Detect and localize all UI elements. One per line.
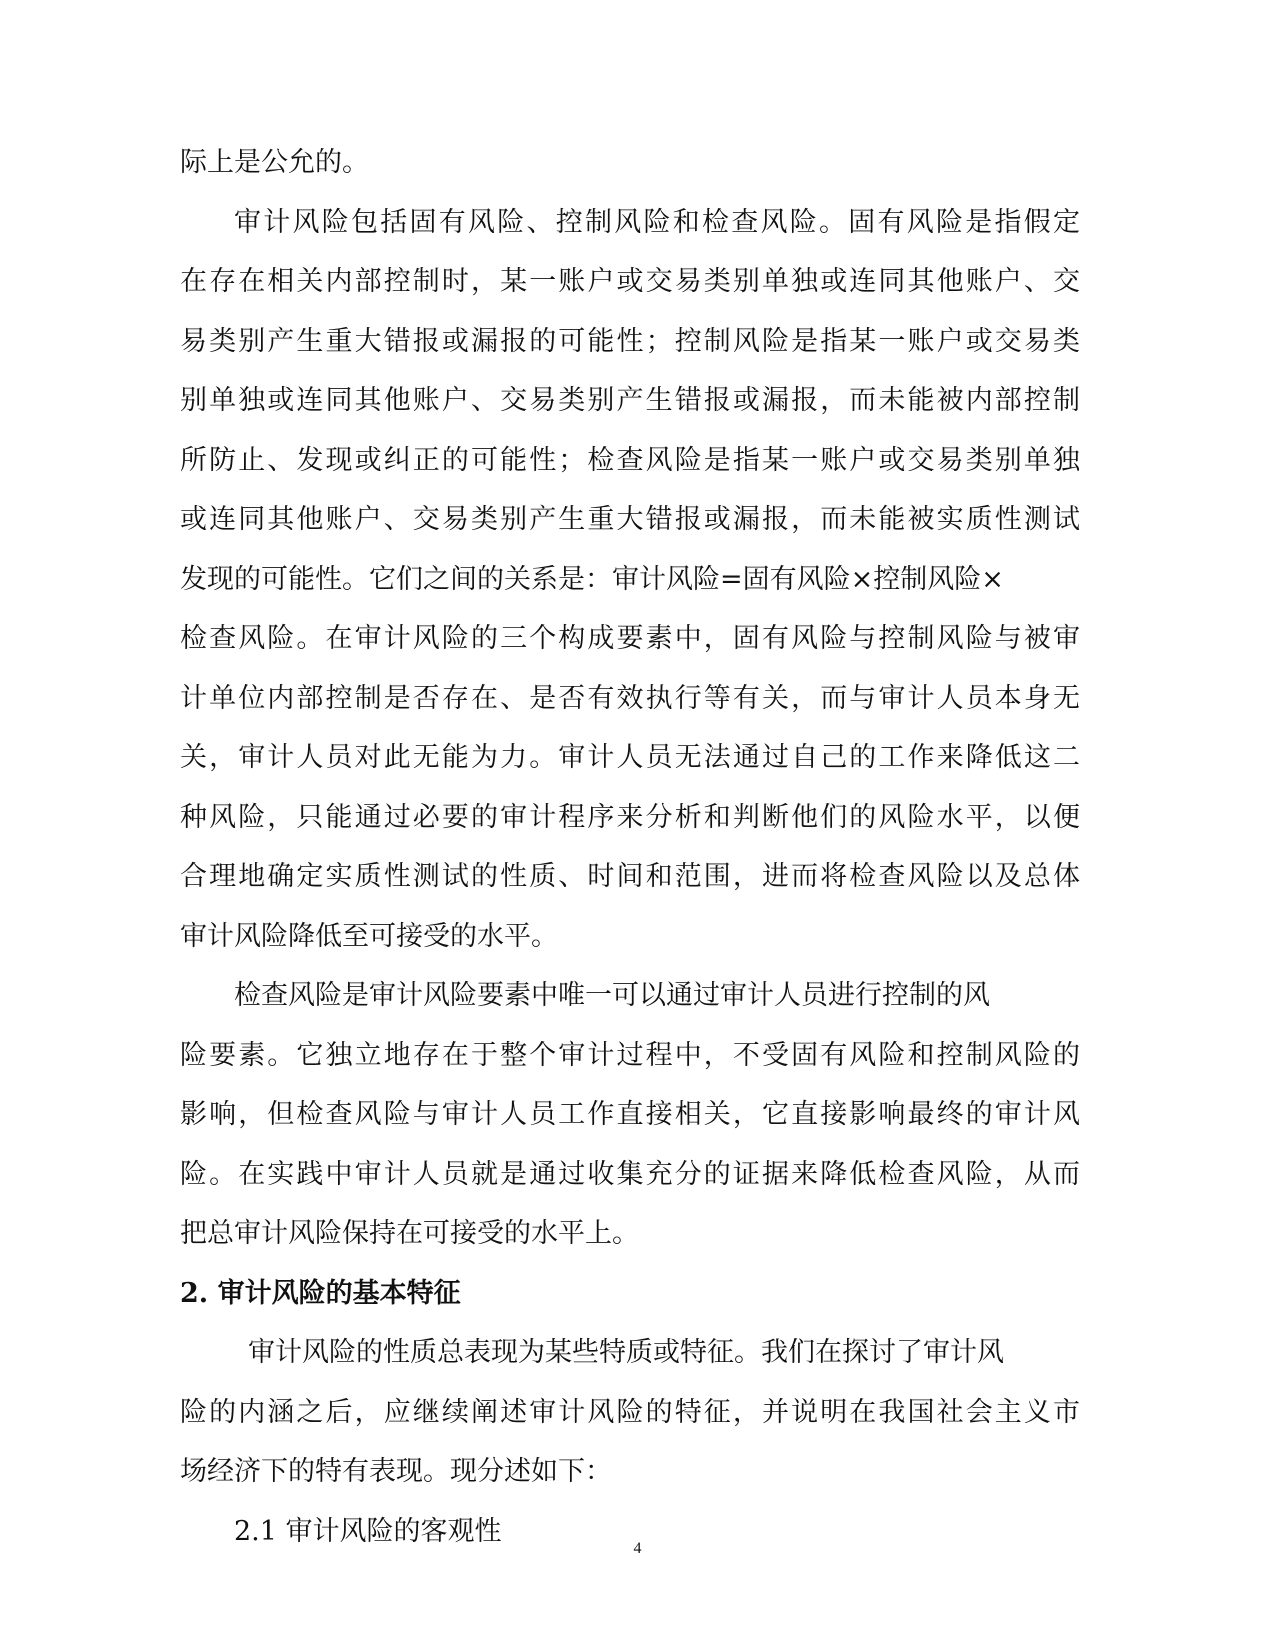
- text-line: 所防止、发现或纠正的可能性；检查风险是指某一账户或交易类别单独: [180, 444, 1080, 476]
- text-line: 际上是公允的。: [180, 147, 369, 178]
- text-line: 易类别产生重大错报或漏报的可能性；控制风险是指某一账户或交易类: [180, 325, 1080, 357]
- text-line: 险。在实践中审计人员就是通过收集充分的证据来降低检查风险，从而: [180, 1158, 1080, 1190]
- text-line: 种风险，只能通过必要的审计程序来分析和判断他们的风险水平，以便: [180, 801, 1080, 833]
- text-line: 计单位内部控制是否存在、是否有效执行等有关，而与审计人员本身无: [180, 682, 1080, 714]
- text-line: 发现的可能性。它们之间的关系是：审计风险=固有风险×控制风险×: [180, 563, 1004, 595]
- text-line: 关，审计人员对此无能为力。审计人员无法通过自己的工作来降低这二: [180, 742, 1080, 773]
- text-line: 险要素。它独立地存在于整个审计过程中，不受固有风险和控制风险的: [180, 1039, 1080, 1071]
- subsection-heading: 2.1 审计风险的客观性: [234, 1515, 502, 1547]
- text-line: 检查风险。在审计风险的三个构成要素中，固有风险与控制风险与被审: [180, 623, 1080, 654]
- text-line: 把总审计风险保持在可接受的水平上。: [180, 1218, 639, 1249]
- section-heading: 2. 审计风险的基本特征: [180, 1277, 461, 1309]
- text-line: 险的内涵之后，应继续阐述审计风险的特征，并说明在我国社会主义市: [180, 1396, 1080, 1428]
- text-line: 别单独或连同其他账户、交易类别产生错报或漏报，而未能被内部控制: [180, 385, 1080, 416]
- text-line: 或连同其他账户、交易类别产生重大错报或漏报，而未能被实质性测试: [180, 504, 1080, 535]
- text-line: 审计风险的性质总表现为某些特质或特征。我们在探讨了审计风: [248, 1337, 1004, 1368]
- text-line: 检查风险是审计风险要素中唯一可以通过审计人员进行控制的风: [234, 980, 990, 1011]
- text-line: 影响，但检查风险与审计人员工作直接相关，它直接影响最终的审计风: [180, 1099, 1080, 1130]
- text-line: 审计风险降低至可接受的水平。: [180, 920, 558, 952]
- text-line: 在存在相关内部控制时，某一账户或交易类别单独或连同其他账户、交: [180, 266, 1080, 297]
- text-line: 合理地确定实质性测试的性质、时间和范围，进而将检查风险以及总体: [180, 861, 1080, 892]
- text-line: 审计风险包括固有风险、控制风险和检查风险。固有风险是指假定: [234, 206, 1080, 238]
- page-number: 4: [633, 1540, 642, 1557]
- document-body: [180, 133, 1080, 1561]
- text-line: 场经济下的特有表现。现分述如下：: [180, 1456, 612, 1487]
